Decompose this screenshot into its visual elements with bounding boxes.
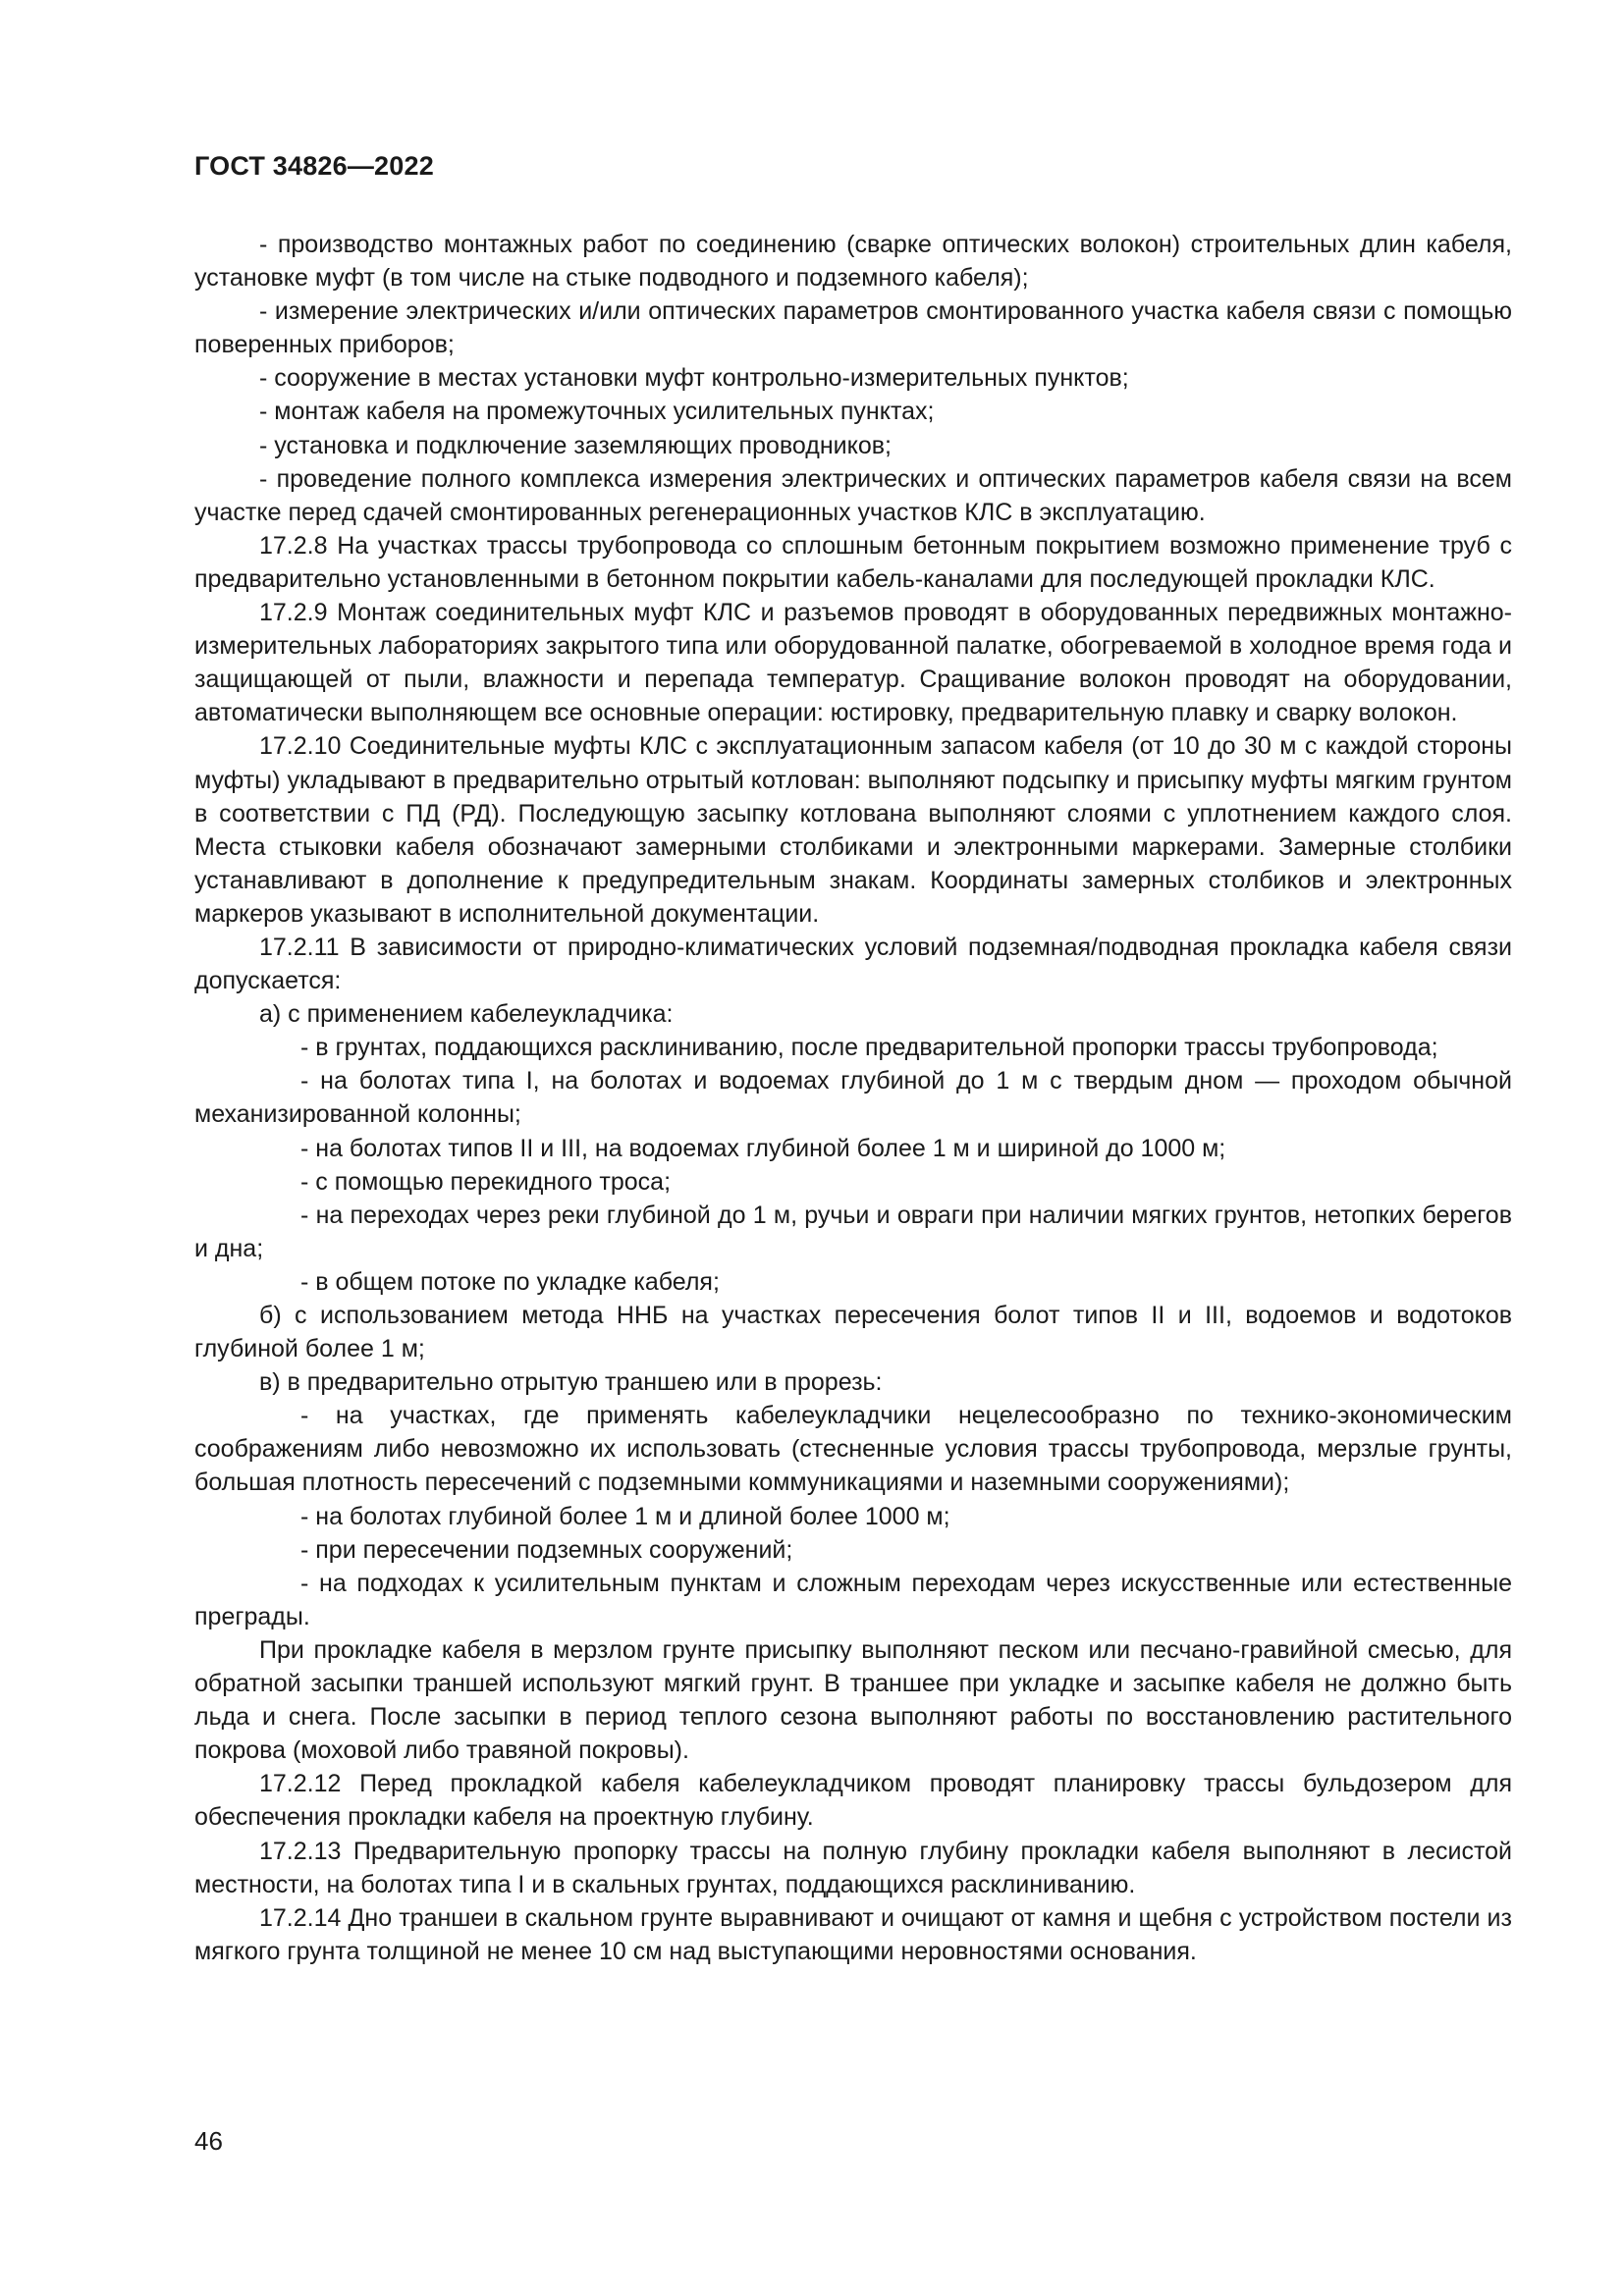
paragraph: - монтаж кабеля на промежуточных усилительных пунктах;: [259, 398, 935, 426]
document-header: ГОСТ 34826—2022: [194, 151, 434, 181]
paragraph: - при пересечении подземных сооружений;: [300, 1535, 793, 1564]
paragraph: - на болотах типов II и III, на водоемах глубиной более 1 м и шириной до 1000 м;: [300, 1134, 1226, 1162]
paragraph: - на переходах через реки глубиной до 1 м, ручьи и овраги при наличии мягких грунтов, нетопких берегов и дна;: [194, 1201, 1512, 1262]
paragraph: - на болотах типа I, на болотах и водоемах глубиной до 1 м с твердым дном — проходом обычной механизированной колонны;: [194, 1067, 1512, 1129]
paragraph: 17.2.11 В зависимости от природно-климатических условий подземная/подводная прокладка кабеля связи допускается:: [194, 933, 1512, 995]
paragraph: а) с применением кабелеукладчика:: [259, 1000, 674, 1029]
paragraph: - на болотах глубиной более 1 м и длиной более 1000 м;: [300, 1502, 950, 1530]
paragraph: - на участках, где применять кабелеукладчики нецелесообразно по технико-экономическим соображениям либо невозможно их использовать (стесненные условия трассы трубопровода, мерзлые грунты, большая плотность пересечений с подземными коммуникациями и наземными сооружениями);: [194, 1402, 1512, 1497]
paragraph: 17.2.12 Перед прокладкой кабеля кабелеукладчиком проводят планировку трассы бульдозером для обеспечения прокладки кабеля на проектную глубину.: [194, 1770, 1512, 1832]
paragraph: 17.2.13 Предварительную пропорку трассы на полную глубину прокладки кабеля выполняют в лесистой местности, на болотах типа I и в скальных грунтах, поддающихся расклиниванию.: [194, 1837, 1512, 1898]
paragraph: б) с использованием метода ННБ на участках пересечения болот типов II и III, водоемов и водотоков глубиной более 1 м;: [194, 1302, 1512, 1363]
paragraph: - установка и подключение заземляющих проводников;: [259, 431, 892, 459]
paragraph: - на подходах к усилительным пунктам и сложным переходам через искусственные или естественные преграды.: [194, 1569, 1512, 1630]
paragraph: 17.2.10 Соединительные муфты КЛС с эксплуатационным запасом кабеля (от 10 до 30 м с каждой стороны муфты) укладывают в предварительно отрытый котлован: выполняют подсыпку и присыпку муфты мягким грунтом в соответствии с ПД (РД). Последующую засыпку котлована выполняют слоями с уплотнением каждого слоя. Места стыковки кабеля обозначают замерными столбиками и электронными маркерами. Замерные столбики устанавливают в дополнение к предупредительным знакам. Координаты замерных столбиков и электронных маркеров указывают в исполнительной документации.: [194, 732, 1512, 928]
paragraph: При прокладке кабеля в мерзлом грунте присыпку выполняют песком или песчано-гравийной смесью, для обратной засыпки траншей используют мягкий грунт. В траншее при укладке и засыпке кабеля не должно быть льда и снега. После засыпки в период теплого сезона выполняют работы по восстановлению растительного покрова (моховой либо травяной покровы).: [194, 1635, 1512, 1765]
paragraph: в) в предварительно отрытую траншею или в прорезь:: [259, 1368, 883, 1397]
paragraph: 17.2.8 На участках трассы трубопровода со сплошным бетонным покрытием возможно применение труб с предварительно установленными в бетонном покрытии кабель-каналами для последующей прокладки КЛС.: [194, 531, 1512, 593]
paragraph: - в общем потоке по укладке кабеля;: [300, 1267, 720, 1296]
document-body: [194, 228, 1512, 1968]
page-number: 46: [194, 2126, 223, 2156]
paragraph: - сооружение в местах установки муфт контрольно-измерительных пунктов;: [259, 364, 1129, 393]
paragraph: - с помощью перекидного троса;: [300, 1167, 672, 1196]
paragraph: 17.2.9 Монтаж соединительных муфт КЛС и разъемов проводят в оборудованных передвижных монтажно-измерительных лабораториях закрытого типа или оборудованной палатке, обогреваемой в холодное время года и защищающей от пыли, влажности и перепада температур. Сращивание волокон проводят на оборудовании, автоматически выполняющем все основные операции: юстировку, предварительную плавку и сварку волокон.: [194, 599, 1512, 727]
paragraph: - проведение полного комплекса измерения электрических и оптических параметров кабеля связи на всем участке перед сдачей смонтированных регенерационных участков КЛС в эксплуатацию.: [194, 464, 1512, 526]
paragraph: - производство монтажных работ по соединению (сварке оптических волокон) строительных длин кабеля, установке муфт (в том числе на стыке подводного и подземного кабеля);: [194, 231, 1512, 293]
paragraph: - измерение электрических и/или оптических параметров смонтированного участка кабеля связи с помощью поверенных приборов;: [194, 297, 1512, 359]
paragraph: - в грунтах, поддающихся расклиниванию, после предварительной пропорки трассы трубопровода;: [300, 1034, 1438, 1062]
paragraph: 17.2.14 Дно траншеи в скальном грунте выравнивают и очищают от камня и щебня с устройством постели из мягкого грунта толщиной не менее 10 см над выступающими неровностями основания.: [194, 1903, 1512, 1965]
